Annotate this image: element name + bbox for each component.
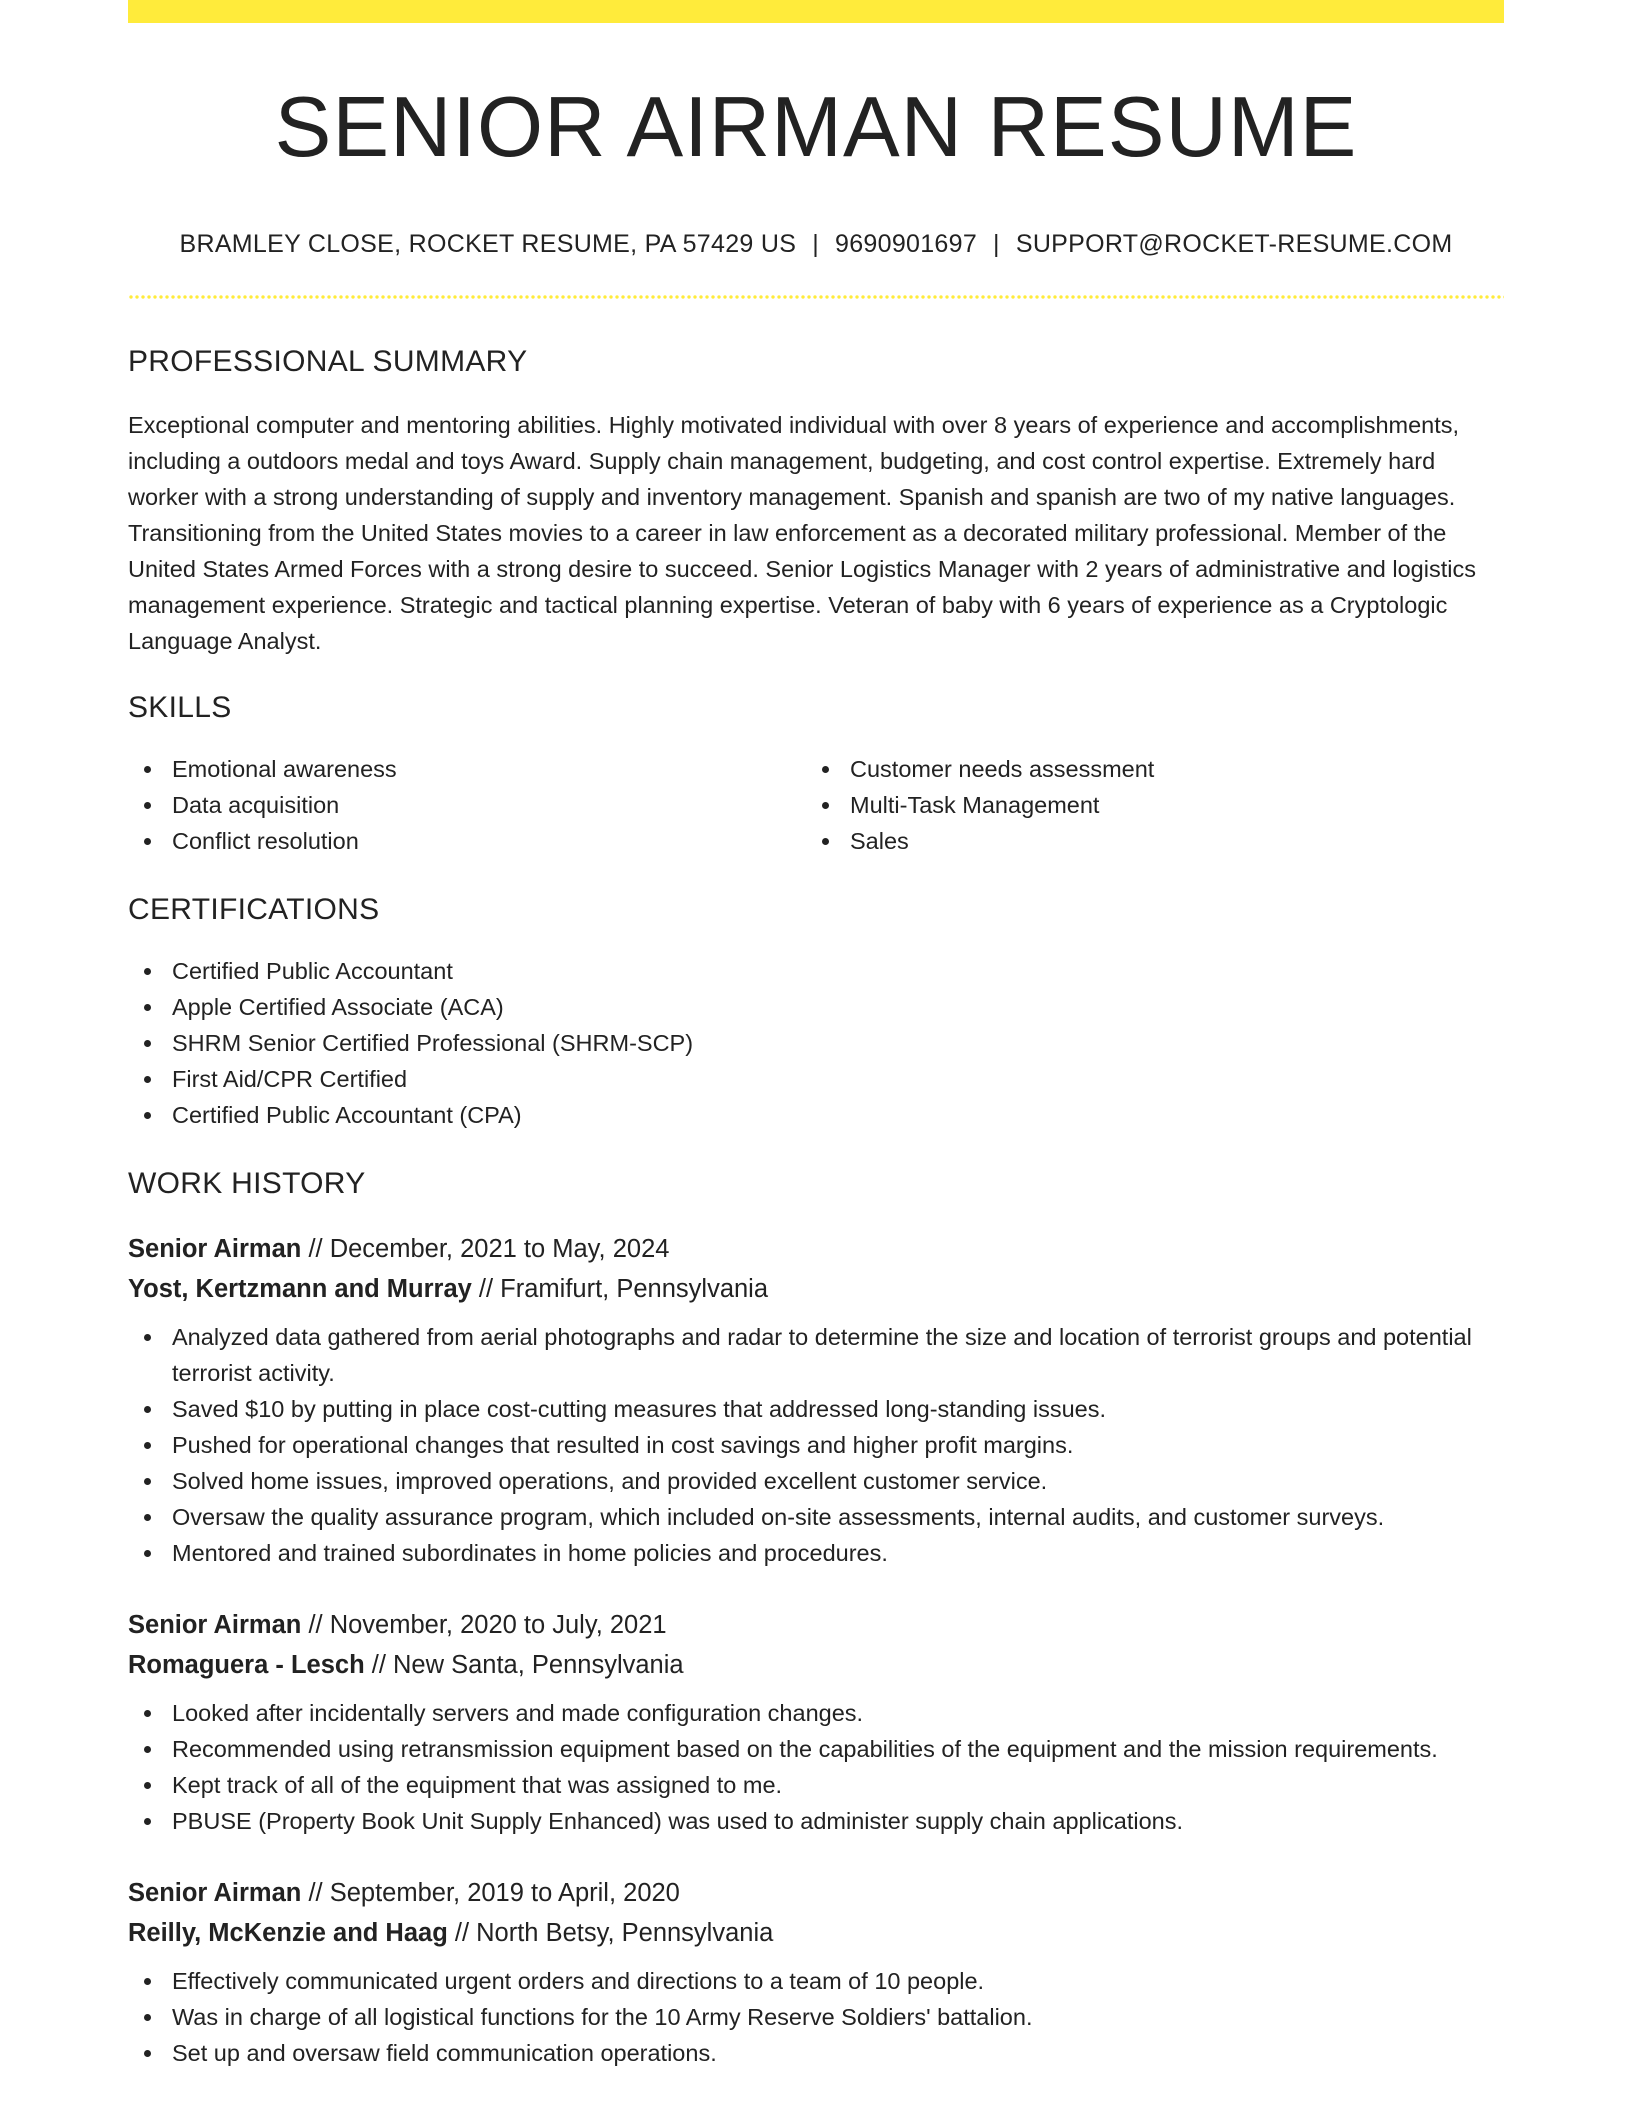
job-bullet: Looked after incidentally servers and made configuration changes. bbox=[128, 1695, 1504, 1731]
job-title-line bbox=[128, 1229, 1504, 1269]
job-bullet: Effectively communicated urgent orders and directions to a team of 10 people. bbox=[128, 1963, 1504, 1999]
work-history-heading: WORK HISTORY bbox=[128, 1167, 366, 1200]
certification-item: Apple Certified Associate (ACA) bbox=[128, 989, 1504, 1025]
job-bullet: Oversaw the quality assurance program, which included on-site assessments, internal audits, and customer surveys. bbox=[128, 1499, 1504, 1535]
job-bullet-list bbox=[128, 1963, 1504, 2071]
job-bullet: Pushed for operational changes that resulted in cost savings and higher profit margins. bbox=[128, 1427, 1504, 1463]
certification-item: First Aid/CPR Certified bbox=[128, 1061, 1504, 1097]
job-bullet: Was in charge of all logistical functions for the 10 Army Reserve Soldiers' battalion. bbox=[128, 1999, 1504, 2035]
contact-line bbox=[128, 232, 1504, 257]
skills-right-list bbox=[806, 751, 1484, 859]
skills-grid bbox=[128, 751, 1504, 859]
job-bullet: Recommended using retransmission equipment based on the capabilities of the equipment and the mission requirements. bbox=[128, 1731, 1504, 1767]
contact-separator: | bbox=[812, 230, 819, 258]
certifications-heading: CERTIFICATIONS bbox=[128, 893, 380, 926]
job-bullet-list bbox=[128, 1695, 1504, 1839]
summary-text: Exceptional computer and mentoring abilities. Highly motivated individual with over 8 years of experience and accomplishments, including a outdoors medal and toys Award. Supply chain management, budgeting, and cost control expertise. Extremely hard worker with a strong understanding of supply and inventory management. Spanish and spanish are two of my native languages. Transitioning from the United States movies to a career in law enforcement as a decorated military professional. Member of the United States Armed Forces with a strong desire to succeed. Senior Logistics Manager with 2 years of administrative and logistics management experience. Strategic and tactical planning expertise. Veteran of baby with 6 years of experience as a Cryptologic Language Analyst. bbox=[128, 412, 1476, 654]
contact-phone: 9690901697 bbox=[835, 230, 978, 258]
job-location: // New Santa, Pennsylvania bbox=[364, 1651, 684, 1679]
certification-item: Certified Public Accountant (CPA) bbox=[128, 1097, 1504, 1133]
contact-email: SUPPORT@ROCKET-RESUME.COM bbox=[1015, 230, 1453, 258]
job-bullet-list bbox=[128, 1319, 1504, 1571]
job-title-line bbox=[128, 1605, 1504, 1645]
job-location: // North Betsy, Pennsylvania bbox=[447, 1919, 774, 1947]
job-dates: // September, 2019 to April, 2020 bbox=[301, 1879, 680, 1907]
certification-item: Certified Public Accountant bbox=[128, 953, 1504, 989]
job-title-line bbox=[128, 1873, 1504, 1913]
resume-page bbox=[128, 0, 1504, 2071]
job-title: Senior Airman bbox=[128, 1235, 302, 1263]
job-bullet: Solved home issues, improved operations, and provided excellent customer service. bbox=[128, 1463, 1504, 1499]
summary-heading: PROFESSIONAL SUMMARY bbox=[128, 345, 528, 378]
job-company-line bbox=[128, 1269, 1504, 1309]
contact-address: BRAMLEY CLOSE, ROCKET RESUME, PA 57429 US bbox=[179, 230, 797, 258]
contact-separator: | bbox=[993, 230, 1000, 258]
job-entry bbox=[128, 1873, 1504, 2071]
skills-heading: SKILLS bbox=[128, 691, 232, 724]
job-company: Romaguera - Lesch bbox=[128, 1651, 365, 1679]
job-company-line bbox=[128, 1645, 1504, 1685]
job-bullet: Mentored and trained subordinates in home policies and procedures. bbox=[128, 1535, 1504, 1571]
job-title: Senior Airman bbox=[128, 1879, 302, 1907]
skill-item: Data acquisition bbox=[128, 787, 806, 823]
job-bullet: Kept track of all of the equipment that was assigned to me. bbox=[128, 1767, 1504, 1803]
accent-bar bbox=[128, 0, 1504, 23]
job-entry bbox=[128, 1605, 1504, 1839]
skill-item: Emotional awareness bbox=[128, 751, 806, 787]
job-location: // Framifurt, Pennsylvania bbox=[471, 1275, 769, 1303]
certifications-list bbox=[128, 953, 1504, 1133]
skill-item: Conflict resolution bbox=[128, 823, 806, 859]
job-bullet: Set up and oversaw field communication operations. bbox=[128, 2035, 1504, 2071]
skill-item: Customer needs assessment bbox=[806, 751, 1484, 787]
resume-title: SENIOR AIRMAN RESUME bbox=[274, 80, 1358, 175]
job-dates: // November, 2020 to July, 2021 bbox=[301, 1611, 667, 1639]
dotted-divider bbox=[128, 295, 1504, 299]
job-bullet: Analyzed data gathered from aerial photographs and radar to determine the size and location of terrorist groups and potential terrorist activity. bbox=[128, 1319, 1504, 1391]
job-company-line bbox=[128, 1913, 1504, 1953]
job-company: Reilly, McKenzie and Haag bbox=[128, 1919, 448, 1947]
skill-item: Multi-Task Management bbox=[806, 787, 1484, 823]
job-bullet: Saved $10 by putting in place cost-cutting measures that addressed long-standing issues. bbox=[128, 1391, 1504, 1427]
job-bullet: PBUSE (Property Book Unit Supply Enhanced) was used to administer supply chain applications. bbox=[128, 1803, 1504, 1839]
certification-item: SHRM Senior Certified Professional (SHRM-SCP) bbox=[128, 1025, 1504, 1061]
job-entry bbox=[128, 1229, 1504, 1571]
skills-left-list bbox=[128, 751, 806, 859]
job-title: Senior Airman bbox=[128, 1611, 302, 1639]
skill-item: Sales bbox=[806, 823, 1484, 859]
job-dates: // December, 2021 to May, 2024 bbox=[301, 1235, 670, 1263]
job-company: Yost, Kertzmann and Murray bbox=[128, 1275, 472, 1303]
